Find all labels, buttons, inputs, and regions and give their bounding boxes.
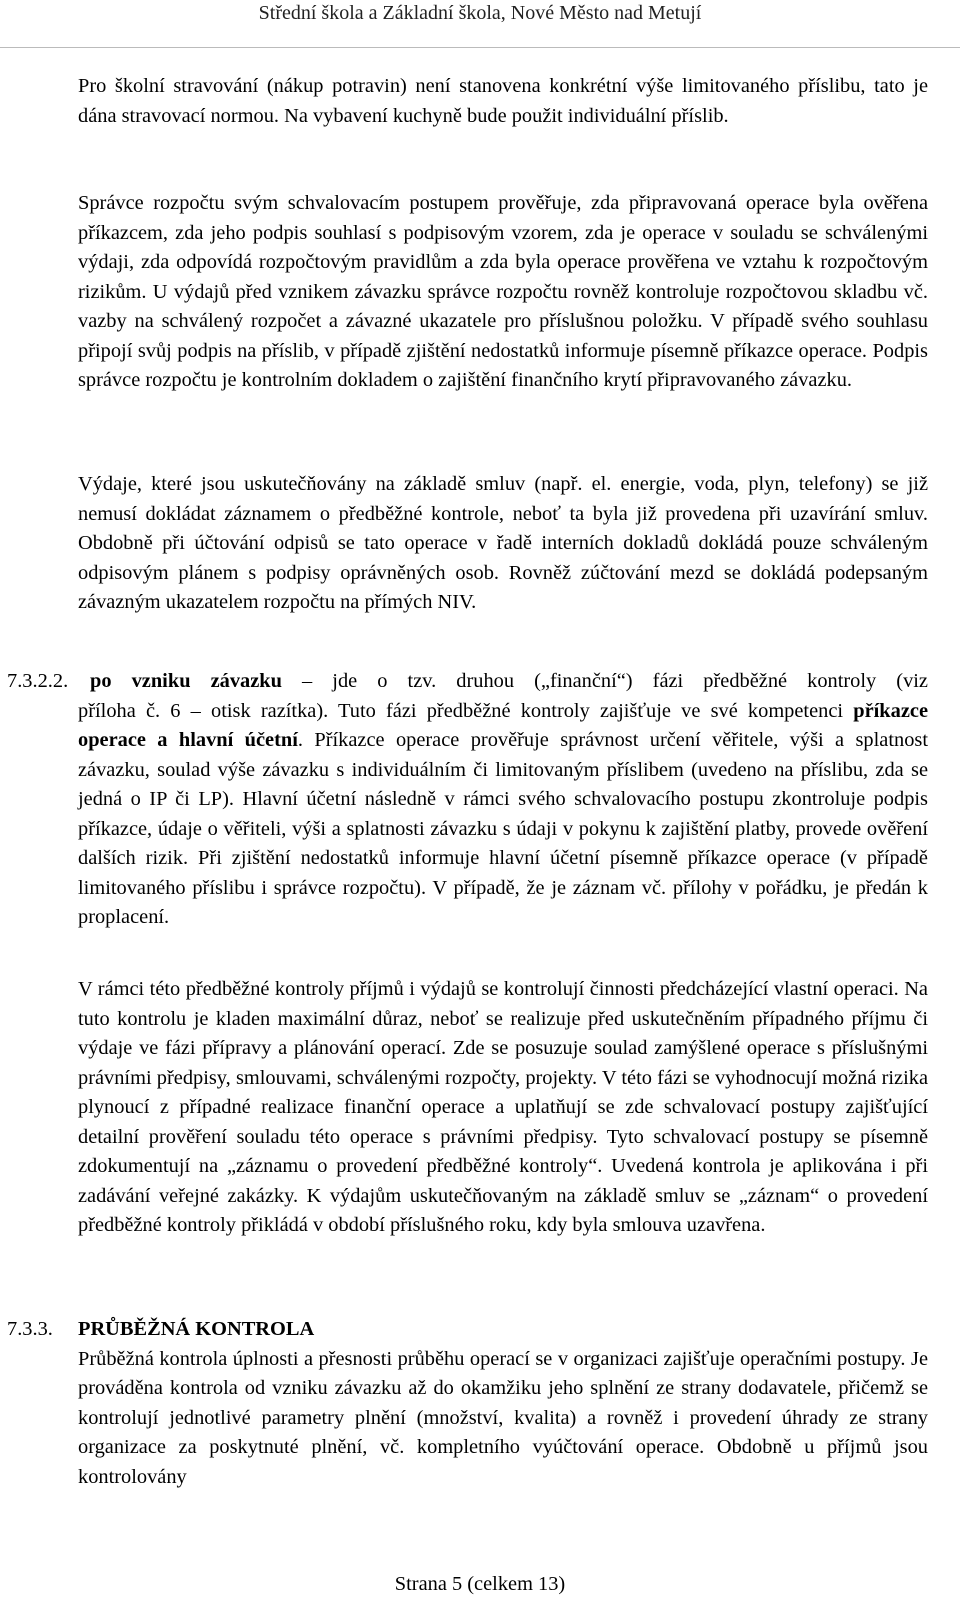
section-number: 7.3.2.2. — [7, 670, 69, 692]
paragraph-predbezna-kontrola: V rámci této předběžné kontroly příjmů i výdajů se kontrolují činnosti předcházející vlastní operaci. Na tuto kontrolu je kladen maximální důraz, neboť se realizuje před uskutečněním případného příjmu či výdaje ve fázi přípravy a plánování operací. Zde se posuzuje soulad zamýšlené operace s příslušnými právními předpisy, smlouvami, schválenými rozpočty, projekty. V této fázi se vyhodnocují možná rizika plynoucí z případné realizace finanční operace a uplatňují se zde schvalovací postupy zajišťující detailní prověření souladu této operace s právními předpisy. Tyto schvalovací postupy se písemně zdokumentují na „záznamu o provedení předběžné kontroly“. Uvedená kontrola je aplikována i při zadávání veřejné zakázky. K výdajům uskutečňovaným na základě smluv se „záznam“ o provedení předběžné kontroly přikládá v období příslušného roku, kdy byla smlouva uzavřena. — [78, 978, 928, 1236]
section-bold-lead: po vzniku závazku — [90, 670, 282, 692]
page-footer: Strana 5 (celkem 13) — [394, 1573, 566, 1595]
page-header: Střední škola a Základní škola, Nové Město nad Metují — [258, 2, 702, 24]
section-7-3-3 — [0, 1315, 940, 1495]
section-number: 7.3.3. — [7, 1318, 53, 1340]
section-body: Průběžná kontrola úplnosti a přesnosti průběhu operací se v organizaci zajišťuje operačními postupy. Je prováděna kontrola od vzniku závazku až do okamžiku jeho splnění ze strany dodavatele, přičemž se kontrolují jednotlivé parametry plnění (množství, kvalita) a rovněž i provedení úhrady ze strany organizace za poskytnuté plnění, vč. kompletního vyúčtování operace. Obdobně u příjmů jsou kontrolovány — [78, 1347, 928, 1488]
section-lead-rest: – jde o tzv. druhou („finanční“) fázi předběžné kontroly (viz — [281, 670, 928, 692]
section-7-3-2-2 — [0, 667, 940, 957]
header-divider — [0, 47, 960, 48]
section-text-a: příloha č. 6 – otisk razítka). Tuto fázi předběžné kontroly zajišťuje ve své kompetenci — [78, 699, 854, 722]
section-bold-roles: příkazce operace a hlavní účetní — [78, 699, 928, 751]
section-body — [78, 697, 928, 933]
paragraph-stravovani: Pro školní stravování (nákup potravin) není stanovena konkrétní výše limitovaného příslibu, tato je dána stravovací normou. Na vybavení kuchyně bude použit individuální příslib. — [78, 75, 928, 127]
section-title: PRŮBĚŽNÁ KONTROLA — [78, 1318, 315, 1340]
paragraph-vydaje-smluv: Výdaje, které jsou uskutečňovány na základě smluv (např. el. energie, voda, plyn, telefony) se již nemusí dokládat záznamem o předběžné kontrole, neboť ta byla již provedena při uzavírání smluv. Obdobně při účtování odpisů se tato operace v řadě interních dokladů dokládá pouze schváleným odpisovým plánem s podpisy oprávněných osob. Rovněž zúčtování mezd se dokládá podepsaným závazným ukazatelem rozpočtu na přímých NIV. — [78, 473, 928, 613]
section-lead-line — [90, 667, 928, 697]
paragraph-spravce-rozpoctu: Správce rozpočtu svým schvalovacím postupem prověřuje, zda připravovaná operace byla ověřena příkazcem, zda jeho podpis souhlasí s podpisovým vzorem, zda je operace v souladu se schválenými výdaji, zda odpovídá rozpočtovým pravidlům a zda byla operace prověřena ve vztahu k rozpočtovým rizikům. U výdajů před vznikem závazku správce rozpočtu rovněž kontroluje rozpočtovou skladbu vč. vazby na schválený rozpočet a závazné ukazatele pro příslušnou položku. V případě svého souhlasu připojí svůj podpis na příslib, v případě zjištění nedostatků informuje písemně příkazce operace. Podpis správce rozpočtu je kontrolním dokladem o zajištění finančního krytí připravovaného závazku. — [78, 192, 928, 391]
section-text-b: . Příkazce operace prověřuje správnost určení věřitele, výši a splatnost závazku, soulad výše závazku s individuálním či limitovaným příslibem (uvedeno na příslibu, zda se jedná o IP či LP). Hlavní účetní následně v rámci svého schvalovacího postupu zkontroluje podpis příkazce, údaje o věřiteli, výši a splatnosti závazku s údaji v pokynu k zajištění platby, provede ověření dalších rizik. Při zjištění nedostatků informuje hlavní účetní písemně příkazce operace (v případě limitovaného příslibu i správce rozpočtu). V případě, že je záznam vč. přílohy v pořádku, je předán k proplacení. — [78, 729, 928, 928]
